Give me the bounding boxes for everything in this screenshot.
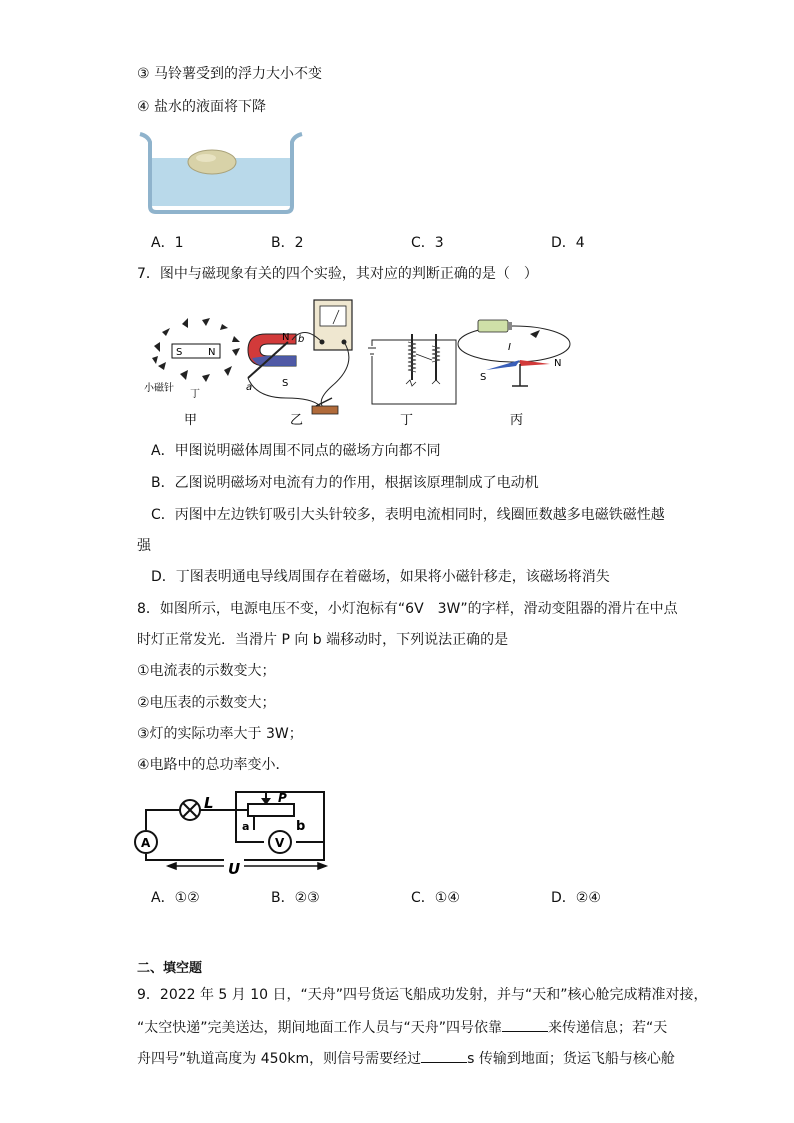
q9-line3-start: 舟四号”轨道高度为 450km，则信号需要经过 bbox=[137, 1051, 422, 1067]
slider-label: P bbox=[278, 791, 287, 805]
q7-option-b: B．乙图说明磁场对电流有力的作用，根据该原理制成了电动机 bbox=[151, 475, 539, 491]
q6-statement-3: ③ 马铃薯受到的浮力大小不变 bbox=[137, 66, 323, 82]
yi-a-label: a bbox=[246, 382, 253, 393]
beaker-figure bbox=[136, 128, 306, 216]
q8-statement-1: ①电流表的示数变大； bbox=[137, 663, 276, 679]
yi-s-label: S bbox=[282, 378, 289, 389]
jia-ding-label: 丁 bbox=[190, 389, 200, 400]
section-title-fill-blank: 二、填空题 bbox=[137, 961, 203, 976]
figure-ding bbox=[368, 334, 456, 404]
q9-line2-start: “太空快递”完美送达，期间地面工作人员与“天舟”四号依靠 bbox=[137, 1020, 503, 1036]
q8-statement-2: ②电压表的示数变大； bbox=[137, 695, 276, 711]
q7-option-d: D．丁图表明通电导线周围存在着磁场，如果将小磁针移走，该磁场将消失 bbox=[151, 569, 610, 585]
rheostat-a-label: a bbox=[242, 820, 250, 833]
magnetism-figure bbox=[136, 294, 576, 430]
q8-stem-line1: 8．如图所示，电源电压不变，小灯泡标有“6V 3W”的字样，滑动变阻器的滑片在中点 bbox=[137, 601, 678, 617]
magnet-n-label: N bbox=[208, 347, 216, 358]
q6-option-a: A．1 bbox=[151, 235, 184, 251]
q8-stem-line2: 时灯正常发光．当滑片 P 向 b 端移动时，下列说法正确的是 bbox=[137, 632, 509, 648]
caption-jia: 甲 bbox=[184, 413, 198, 428]
figure-yi bbox=[246, 300, 352, 414]
rheostat-b-label: b bbox=[296, 819, 306, 834]
q8-statement-3: ③灯的实际功率大于 3W； bbox=[137, 726, 303, 742]
q8-statement-4: ④电路中的总功率变小． bbox=[137, 757, 290, 773]
q6-option-d: D．4 bbox=[551, 235, 585, 251]
yi-n-label: N bbox=[282, 332, 290, 343]
q8-option-c: C．①④ bbox=[411, 890, 460, 906]
q9-line3 bbox=[137, 1048, 675, 1069]
bing-n-label: N bbox=[554, 358, 562, 369]
q7-option-a: A．甲图说明磁体周围不同点的磁场方向都不同 bbox=[151, 443, 441, 459]
q7-option-c-line1: C．丙图中左边铁钉吸引大头针较多，表明电流相同时，线圈匝数越多电磁铁磁性越 bbox=[151, 507, 665, 523]
figure-jia bbox=[144, 318, 240, 400]
potato bbox=[188, 150, 236, 174]
voltmeter-label: V bbox=[275, 836, 285, 850]
battery bbox=[478, 320, 508, 332]
q9-line1: 9．2022 年 5 月 10 日，“天舟”四号货运飞船成功发射，并与“天和”核心舱完成精准对接， bbox=[137, 987, 708, 1003]
q7-stem: 7．图中与磁现象有关的四个实验，其对应的判断正确的是（ ） bbox=[137, 266, 538, 282]
q9-line3-end: s 传输到地面；货运飞船与核心舱 bbox=[467, 1051, 675, 1067]
q8-option-a: A．①② bbox=[151, 890, 200, 906]
ammeter-label: A bbox=[141, 836, 151, 850]
yi-b-label: b bbox=[298, 334, 305, 345]
caption-ding: 丁 bbox=[400, 413, 414, 428]
rheostat bbox=[248, 804, 294, 816]
magnet-s-label: S bbox=[176, 347, 183, 358]
caption-bing: 丙 bbox=[510, 413, 524, 428]
figure-bing bbox=[458, 320, 570, 386]
potato-highlight bbox=[196, 154, 216, 162]
q7-option-c-line2: 强 bbox=[137, 538, 151, 554]
bing-s-label: S bbox=[480, 372, 487, 383]
voltage-u-label: U bbox=[228, 860, 241, 878]
bing-i-label: I bbox=[508, 342, 511, 353]
switch bbox=[312, 406, 338, 414]
q8-option-b: B．②③ bbox=[271, 890, 320, 906]
q6-option-c: C．3 bbox=[411, 235, 444, 251]
q6-statement-4: ④ 盐水的液面将下降 bbox=[137, 99, 267, 115]
small-needle-label: 小磁针 bbox=[144, 383, 174, 394]
q9-blank-2[interactable] bbox=[421, 1048, 467, 1063]
q6-option-b: B．2 bbox=[271, 235, 304, 251]
q9-line2-end: 来传递信息；若“天 bbox=[548, 1020, 668, 1036]
caption-yi: 乙 bbox=[290, 413, 304, 428]
q9-line2 bbox=[137, 1017, 667, 1038]
q9-blank-1[interactable] bbox=[502, 1017, 548, 1032]
q8-option-d: D．②④ bbox=[551, 890, 601, 906]
circuit-diagram bbox=[132, 786, 332, 878]
lamp-label: L bbox=[204, 794, 214, 812]
